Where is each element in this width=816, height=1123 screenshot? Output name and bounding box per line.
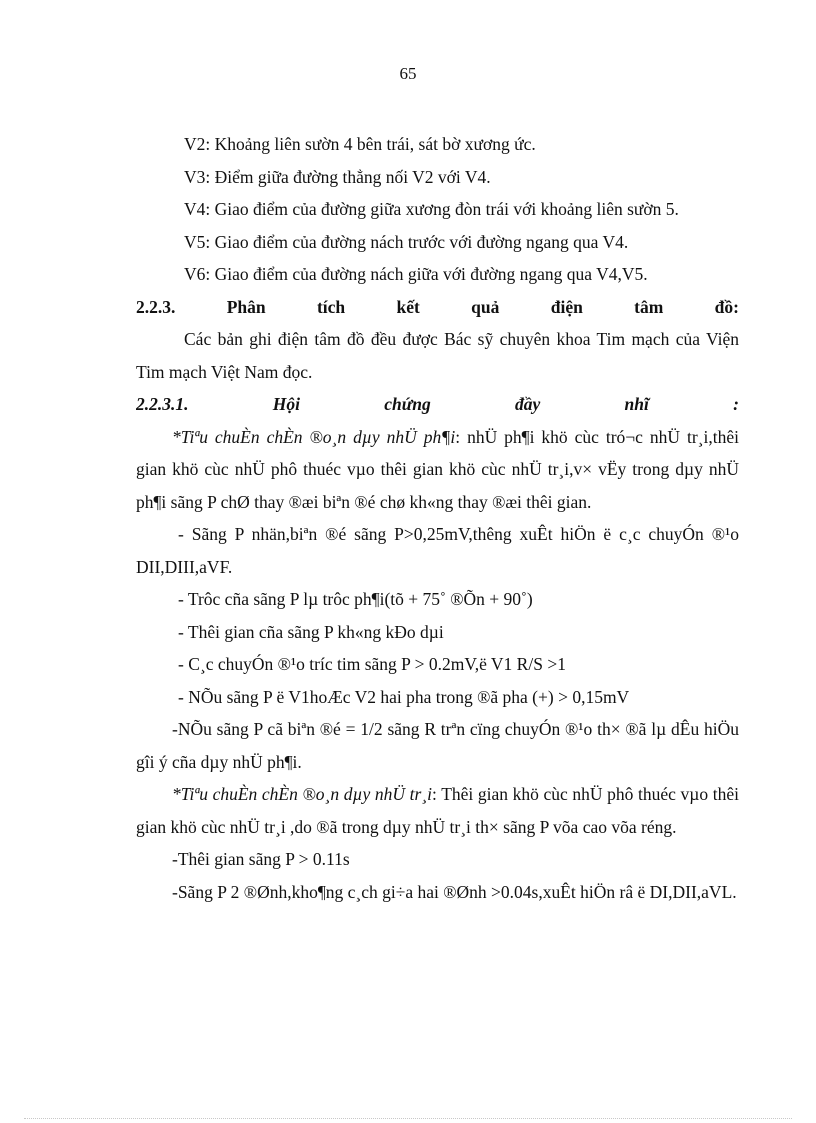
section-heading-2-2-3: 2.2.3. Phân tích kết quả điện tâm đồ: [136, 296, 739, 317]
left-atrial-item: -Sãng P 2 ®Ønh,kho¶ng c¸ch gi÷a hai ®Ønh >0.04s,xuÊt hiÖn râ ë DI,DII,aVL. [172, 881, 737, 902]
right-atrial-item: - Trôc cña sãng P lµ trôc ph¶i(tõ + 75˚ ®Õn + 90˚) [178, 589, 533, 609]
right-atrial-item: - Thêi gian cña sãng P kh«ng kÐo dµi [178, 621, 444, 642]
left-atrial-criteria [136, 778, 739, 843]
page-bottom-rule [24, 1118, 792, 1119]
left-atrial-text: : Thêi gian khö cùc nhÜ phô thuéc vµo thêi gian khö cùc nhÜ tr¸i ,do ®ã trong dµy nhÜ tr¸i th× sãng P võa cao võa réng. [136, 784, 739, 837]
lead-v6: V6: Giao điểm của đường nách giữa với đường ngang qua V4,V5. [184, 264, 648, 284]
right-atrial-item: - Sãng P nhän,biªn ®é sãng P>0,25mV,thêng xuÊt hiÖn ë c¸c chuyÓn ®¹o DII,DIII,aVF. [136, 524, 739, 577]
page-number: 65 [399, 64, 417, 83]
right-atrial-item: - C¸c chuyÓn ®¹o tríc tim sãng P > 0.2mV,ë V1 R/S >1 [178, 654, 566, 674]
lead-v2: V2: Khoảng liên sườn 4 bên trái, sát bờ xương ức. [184, 134, 536, 154]
lead-v5: V5: Giao điểm của đường nách trước với đường ngang qua V4. [184, 231, 629, 252]
left-atrial-label: *Tiªu chuÈn chÈn ®o¸n dµy nhÜ tr¸i [172, 784, 433, 804]
lead-v4: V4: Giao điểm của đường giữa xương đòn trái với khoảng liên sườn 5. [184, 199, 679, 219]
lead-v3: V3: Điểm giữa đường thẳng nối V2 với V4. [184, 166, 491, 187]
section-2-2-3-paragraph: Các bản ghi điện tâm đồ đều được Bác sỹ chuyên khoa Tim mạch của Viện Tim mạch Việt Nam đọc. [136, 329, 739, 382]
page-content [136, 128, 739, 908]
section-heading-2-2-3-1: 2.2.3.1. Hội chứng đầy nhĩ : [136, 394, 739, 414]
left-atrial-item: -Thêi gian sãng P > 0.11s [172, 849, 350, 869]
right-atrial-item: - NÕu sãng P ë V1hoÆc V2 hai pha trong ®ã pha (+) > 0,15mV [178, 686, 630, 707]
right-atrial-text: : nhÜ ph¶i khö cùc tró¬c nhÜ tr¸i,thêi gian khö cùc nhÜ phô thuéc vµo thêi gian khö cùc nhÜ tr¸i,v× vËy trong dµy nhÜ ph¶i sãng P chØ thay ®æi biªn ®é chø kh«ng thay ®æi thêi gian. [136, 426, 739, 512]
right-atrial-label: *Tiªu chuÈn chÈn ®o¸n dµy nhÜ ph¶i [172, 426, 456, 447]
right-atrial-item: -NÕu sãng P cã biªn ®é = 1/2 sãng R trªn cïng chuyÓn ®¹o th× ®ã lµ dÊu hiÖu gîi ý cña dµy nhÜ ph¶i. [136, 719, 739, 772]
right-atrial-criteria [136, 421, 739, 519]
